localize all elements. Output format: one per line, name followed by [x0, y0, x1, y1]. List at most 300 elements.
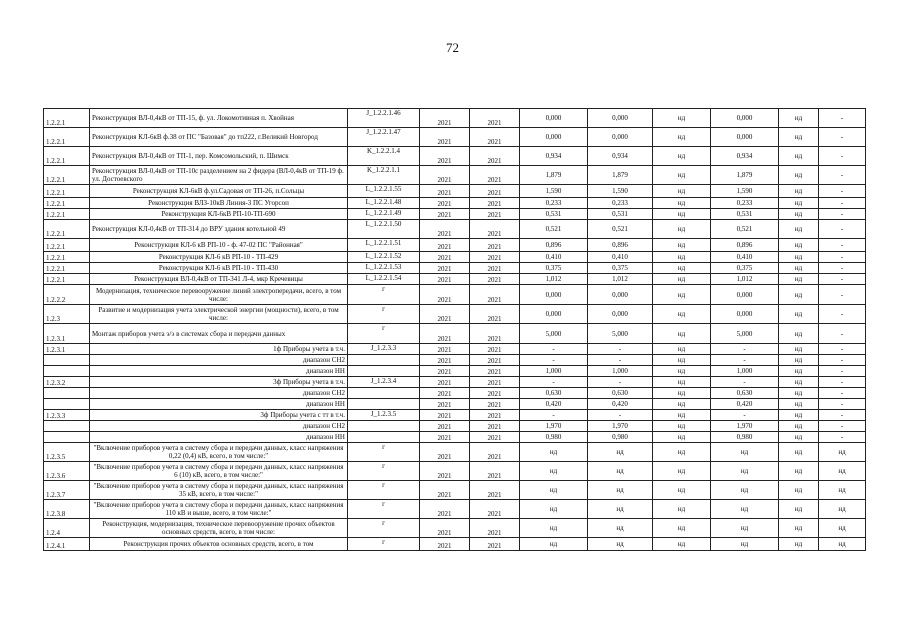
row-code [44, 421, 90, 432]
table-row [44, 388, 866, 399]
row-description: Реконструкция КЛ-6 кВ РП-10 - ТП-429 [90, 252, 348, 263]
end-year: 2021 [470, 220, 520, 239]
value-4: нд [711, 481, 779, 500]
row-description: "Включение приборов учета в систему сбора и передачи данных, класс напряжения 110 кВ и выше, всего, в том числе:" [90, 500, 348, 519]
row-description: диапазон НН [90, 432, 348, 443]
value-4: 5,000 [711, 324, 779, 344]
project-id [348, 388, 420, 399]
start-year: 2021 [420, 443, 470, 462]
row-code: 1.2.3.1 [44, 324, 90, 344]
start-year: 2021 [420, 128, 470, 147]
project-id: г [348, 305, 420, 324]
value-5: нд [779, 432, 819, 443]
start-year: 2021 [420, 538, 470, 551]
end-year: 2021 [470, 128, 520, 147]
row-description: Реконструкция КЛ-6 кВ РП-10 - ТП-430 [90, 263, 348, 274]
value-5: нд [779, 377, 819, 388]
value-2: 0,934 [588, 147, 653, 166]
value-1: нд [520, 481, 588, 500]
value-6: - [819, 366, 866, 377]
value-2: 1,012 [588, 274, 653, 285]
row-description: Реконструкция КЛ-0,4кВ от ТП-314 до ВРУ здания котельной 49 [90, 220, 348, 239]
value-6: - [819, 209, 866, 220]
project-id: K_1.2.2.1.4 [348, 147, 420, 166]
value-3: нд [653, 432, 711, 443]
value-3: нд [653, 500, 711, 519]
end-year: 2021 [470, 432, 520, 443]
table-row [44, 147, 866, 166]
value-1: 0,233 [520, 198, 588, 209]
project-id [348, 399, 420, 410]
value-4: 1,000 [711, 366, 779, 377]
value-5: нд [779, 263, 819, 274]
value-4: 1,012 [711, 274, 779, 285]
value-2: 0,000 [588, 109, 653, 128]
value-5: нд [779, 421, 819, 432]
end-year: 2021 [470, 519, 520, 538]
row-description: 3ф Приборы учета в т.ч. [90, 377, 348, 388]
value-3: нд [653, 324, 711, 344]
value-4: 0,000 [711, 128, 779, 147]
table-row [44, 519, 866, 538]
start-year: 2021 [420, 324, 470, 344]
value-5: нд [779, 366, 819, 377]
project-id: L_1.2.2.1.50 [348, 220, 420, 239]
end-year: 2021 [470, 239, 520, 252]
value-1: нд [520, 500, 588, 519]
project-id [348, 366, 420, 377]
row-description: 3ф Приборы учета с тт в т.ч. [90, 410, 348, 421]
row-code: 1.2.2.1 [44, 128, 90, 147]
value-5: нд [779, 399, 819, 410]
value-5: нд [779, 500, 819, 519]
end-year: 2021 [470, 500, 520, 519]
project-id: г [348, 481, 420, 500]
value-4: 0,980 [711, 432, 779, 443]
row-code: 1.2.2.2 [44, 285, 90, 305]
project-id: L_1.2.2.1.54 [348, 274, 420, 285]
value-1: 0,410 [520, 252, 588, 263]
table-row [44, 443, 866, 462]
value-5: нд [779, 198, 819, 209]
value-2: 1,590 [588, 185, 653, 198]
table-row [44, 209, 866, 220]
value-2: 5,000 [588, 324, 653, 344]
value-1: - [520, 344, 588, 355]
project-id: г [348, 285, 420, 305]
start-year: 2021 [420, 344, 470, 355]
project-id: г [348, 324, 420, 344]
value-3: нд [653, 366, 711, 377]
row-description: диапазон СН2 [90, 355, 348, 366]
end-year: 2021 [470, 305, 520, 324]
end-year: 2021 [470, 198, 520, 209]
row-description: "Включение приборов учета в систему сбора и передачи данных, класс напряжения 35 кВ, всего, в том числе:" [90, 481, 348, 500]
end-year: 2021 [470, 421, 520, 432]
row-code: 1.2.3.7 [44, 481, 90, 500]
value-4: 0,420 [711, 399, 779, 410]
row-description: Развитие и модернизация учета электрической энергии (мощности), всего, в том числе: [90, 305, 348, 324]
value-3: нд [653, 239, 711, 252]
value-1: 0,000 [520, 305, 588, 324]
value-1: нд [520, 519, 588, 538]
value-3: нд [653, 462, 711, 481]
start-year: 2021 [420, 399, 470, 410]
end-year: 2021 [470, 355, 520, 366]
value-2: 0,000 [588, 305, 653, 324]
value-3: нд [653, 421, 711, 432]
value-4: - [711, 377, 779, 388]
row-code: 1.2.2.1 [44, 263, 90, 274]
project-id: г [348, 443, 420, 462]
project-id: г [348, 500, 420, 519]
end-year: 2021 [470, 366, 520, 377]
row-code [44, 355, 90, 366]
project-id: г [348, 519, 420, 538]
value-6: - [819, 285, 866, 305]
value-4: 0,630 [711, 388, 779, 399]
value-2: нд [588, 443, 653, 462]
start-year: 2021 [420, 305, 470, 324]
end-year: 2021 [470, 147, 520, 166]
value-6: - [819, 388, 866, 399]
row-description: Реконструкция ВЛЗ-10кВ Линия-3 ПС Угорсоп [90, 198, 348, 209]
value-1: 0,420 [520, 399, 588, 410]
table-row [44, 481, 866, 500]
value-6: нд [819, 538, 866, 551]
start-year: 2021 [420, 410, 470, 421]
value-4: - [711, 355, 779, 366]
row-description: Реконструкция ВЛ-0,4кВ от ТП-15, ф. ул. Локомотивная п. Хвойная [90, 109, 348, 128]
start-year: 2021 [420, 166, 470, 185]
value-6: нд [819, 500, 866, 519]
row-description: Реконструкция КЛ-6кВ РП-10-ТП-690 [90, 209, 348, 220]
start-year: 2021 [420, 263, 470, 274]
end-year: 2021 [470, 443, 520, 462]
value-2: 0,420 [588, 399, 653, 410]
value-1: - [520, 410, 588, 421]
start-year: 2021 [420, 481, 470, 500]
value-1: 0,000 [520, 285, 588, 305]
table-row [44, 410, 866, 421]
value-3: нд [653, 128, 711, 147]
value-3: нд [653, 519, 711, 538]
value-3: нд [653, 263, 711, 274]
value-1: - [520, 377, 588, 388]
value-5: нд [779, 220, 819, 239]
project-id [348, 432, 420, 443]
table-row [44, 377, 866, 388]
row-code: 1.2.2.1 [44, 185, 90, 198]
value-2: 0,980 [588, 432, 653, 443]
value-6: - [819, 324, 866, 344]
value-3: нд [653, 538, 711, 551]
start-year: 2021 [420, 421, 470, 432]
value-6: - [819, 166, 866, 185]
row-code: 1.2.3.8 [44, 500, 90, 519]
value-6: - [819, 274, 866, 285]
value-4: нд [711, 538, 779, 551]
value-5: нд [779, 209, 819, 220]
value-5: нд [779, 147, 819, 166]
value-5: нд [779, 166, 819, 185]
value-6: - [819, 147, 866, 166]
value-3: нд [653, 209, 711, 220]
table-row [44, 538, 866, 551]
row-code: 1.2.3.5 [44, 443, 90, 462]
start-year: 2021 [420, 185, 470, 198]
value-3: нд [653, 220, 711, 239]
project-id: L_1.2.2.1.48 [348, 198, 420, 209]
table-row [44, 500, 866, 519]
value-6: - [819, 220, 866, 239]
row-code [44, 399, 90, 410]
project-id: L_1.2.2.1.52 [348, 252, 420, 263]
value-3: нд [653, 252, 711, 263]
project-id: J_1.2.3.5 [348, 410, 420, 421]
value-4: 0,233 [711, 198, 779, 209]
value-6: - [819, 344, 866, 355]
investment-program-table [43, 108, 866, 551]
end-year: 2021 [470, 377, 520, 388]
value-6: - [819, 239, 866, 252]
table-row [44, 399, 866, 410]
table-row [44, 366, 866, 377]
value-2: 1,970 [588, 421, 653, 432]
value-1: 1,970 [520, 421, 588, 432]
value-6: - [819, 399, 866, 410]
value-6: нд [819, 481, 866, 500]
value-6: - [819, 377, 866, 388]
value-2: нд [588, 481, 653, 500]
project-id: L_1.2.2.1.49 [348, 209, 420, 220]
value-3: нд [653, 305, 711, 324]
end-year: 2021 [470, 344, 520, 355]
start-year: 2021 [420, 147, 470, 166]
value-1: 0,521 [520, 220, 588, 239]
value-4: - [711, 410, 779, 421]
row-code: 1.2.2.1 [44, 252, 90, 263]
value-1: 1,012 [520, 274, 588, 285]
project-id: L_1.2.2.1.51 [348, 239, 420, 252]
table-row [44, 274, 866, 285]
value-2: нд [588, 462, 653, 481]
value-6: - [819, 410, 866, 421]
value-2: 0,896 [588, 239, 653, 252]
value-5: нд [779, 410, 819, 421]
value-3: нд [653, 185, 711, 198]
value-5: нд [779, 519, 819, 538]
row-code: 1.2.2.1 [44, 220, 90, 239]
row-description: Монтаж приборов учета э/э в системах сбора и передачи данных [90, 324, 348, 344]
value-2: 0,531 [588, 209, 653, 220]
value-1: 0,531 [520, 209, 588, 220]
table-row [44, 166, 866, 185]
value-5: нд [779, 388, 819, 399]
value-3: нд [653, 377, 711, 388]
row-description: диапазон СН2 [90, 388, 348, 399]
project-id: L_1.2.2.1.53 [348, 263, 420, 274]
project-id: J_1.2.3.4 [348, 377, 420, 388]
row-description: Реконструкция ВЛ-0,4кВ от ТП-1, пер. Комсомольский, п. Шимск [90, 147, 348, 166]
row-description: Реконструкция КЛ-6кВ ф.38 от ПС "Базовая" до тп222, г.Великий Новгород [90, 128, 348, 147]
start-year: 2021 [420, 252, 470, 263]
start-year: 2021 [420, 220, 470, 239]
project-id: J_1.2.2.1.47 [348, 128, 420, 147]
value-3: нд [653, 481, 711, 500]
value-2: 0,233 [588, 198, 653, 209]
table-row [44, 432, 866, 443]
value-5: нд [779, 538, 819, 551]
value-1: 0,375 [520, 263, 588, 274]
value-3: нд [653, 274, 711, 285]
start-year: 2021 [420, 462, 470, 481]
start-year: 2021 [420, 239, 470, 252]
row-code [44, 432, 90, 443]
table-row [44, 263, 866, 274]
project-id [348, 421, 420, 432]
value-4: 0,410 [711, 252, 779, 263]
start-year: 2021 [420, 519, 470, 538]
value-2: 0,375 [588, 263, 653, 274]
value-3: нд [653, 147, 711, 166]
value-3: нд [653, 388, 711, 399]
end-year: 2021 [470, 410, 520, 421]
value-2: - [588, 355, 653, 366]
row-code: 1.2.3.6 [44, 462, 90, 481]
table-row [44, 305, 866, 324]
value-1: 1,000 [520, 366, 588, 377]
value-3: нд [653, 443, 711, 462]
value-6: - [819, 263, 866, 274]
value-1: 0,896 [520, 239, 588, 252]
value-4: 0,531 [711, 209, 779, 220]
value-1: 0,934 [520, 147, 588, 166]
start-year: 2021 [420, 377, 470, 388]
end-year: 2021 [470, 166, 520, 185]
value-6: - [819, 252, 866, 263]
value-5: нд [779, 274, 819, 285]
row-description: 1ф Приборы учета в т.ч. [90, 344, 348, 355]
value-6: - [819, 355, 866, 366]
value-5: нд [779, 128, 819, 147]
value-6: - [819, 421, 866, 432]
value-3: нд [653, 198, 711, 209]
value-1: 1,879 [520, 166, 588, 185]
value-4: - [711, 344, 779, 355]
value-4: нд [711, 500, 779, 519]
value-1: 0,980 [520, 432, 588, 443]
value-4: 0,000 [711, 109, 779, 128]
start-year: 2021 [420, 366, 470, 377]
value-2: 0,000 [588, 128, 653, 147]
value-6: - [819, 128, 866, 147]
value-1: нд [520, 443, 588, 462]
value-1: нд [520, 462, 588, 481]
row-code [44, 366, 90, 377]
table-row [44, 324, 866, 344]
row-code: 1.2.4 [44, 519, 90, 538]
project-id: J_1.2.3.3 [348, 344, 420, 355]
value-1: 0,000 [520, 128, 588, 147]
value-5: нд [779, 443, 819, 462]
value-4: 0,896 [711, 239, 779, 252]
row-code: 1.2.2.1 [44, 147, 90, 166]
value-4: 1,970 [711, 421, 779, 432]
table-row [44, 239, 866, 252]
end-year: 2021 [470, 388, 520, 399]
value-5: нд [779, 252, 819, 263]
start-year: 2021 [420, 285, 470, 305]
value-6: - [819, 305, 866, 324]
table-row [44, 462, 866, 481]
value-2: 0,630 [588, 388, 653, 399]
value-3: нд [653, 166, 711, 185]
start-year: 2021 [420, 198, 470, 209]
row-description: Реконструкция ВЛ-0,4кВ от ТП-10с разделением на 2 фидера (ВЛ-0,4кВ от ТП-19 ф. ул. Достоевского [90, 166, 348, 185]
table-body [44, 109, 866, 551]
row-code: 1.2.2.1 [44, 166, 90, 185]
row-code: 1.2.3.1 [44, 344, 90, 355]
table-row [44, 220, 866, 239]
value-3: нд [653, 285, 711, 305]
end-year: 2021 [470, 109, 520, 128]
row-description: Реконструкция КЛ-6 кВ РП-10 - ф. 47-02 ПС "Районная" [90, 239, 348, 252]
value-2: нд [588, 500, 653, 519]
value-4: 0,000 [711, 285, 779, 305]
project-id: L_1.2.2.1.55 [348, 185, 420, 198]
value-4: нд [711, 519, 779, 538]
start-year: 2021 [420, 109, 470, 128]
row-code: 1.2.2.1 [44, 109, 90, 128]
end-year: 2021 [470, 185, 520, 198]
row-code: 1.2.2.1 [44, 239, 90, 252]
value-1: 1,590 [520, 185, 588, 198]
row-description: диапазон НН [90, 399, 348, 410]
table-row [44, 344, 866, 355]
table-row [44, 285, 866, 305]
end-year: 2021 [470, 462, 520, 481]
end-year: 2021 [470, 399, 520, 410]
table-row [44, 252, 866, 263]
value-6: - [819, 432, 866, 443]
row-code [44, 388, 90, 399]
table-row [44, 109, 866, 128]
value-5: нд [779, 285, 819, 305]
value-2: 0,521 [588, 220, 653, 239]
value-4: 1,590 [711, 185, 779, 198]
row-code: 1.2.3 [44, 305, 90, 324]
value-5: нд [779, 305, 819, 324]
value-5: нд [779, 185, 819, 198]
project-id: г [348, 538, 420, 551]
end-year: 2021 [470, 538, 520, 551]
value-6: нд [819, 443, 866, 462]
project-id: г [348, 462, 420, 481]
table-row [44, 128, 866, 147]
value-5: нд [779, 109, 819, 128]
value-5: нд [779, 481, 819, 500]
start-year: 2021 [420, 274, 470, 285]
project-id: K_1.2.2.1.1 [348, 166, 420, 185]
start-year: 2021 [420, 388, 470, 399]
value-2: - [588, 377, 653, 388]
value-1: 0,000 [520, 109, 588, 128]
value-3: нд [653, 399, 711, 410]
row-code: 1.2.2.1 [44, 198, 90, 209]
value-1: 0,630 [520, 388, 588, 399]
row-description: диапазон НН [90, 366, 348, 377]
